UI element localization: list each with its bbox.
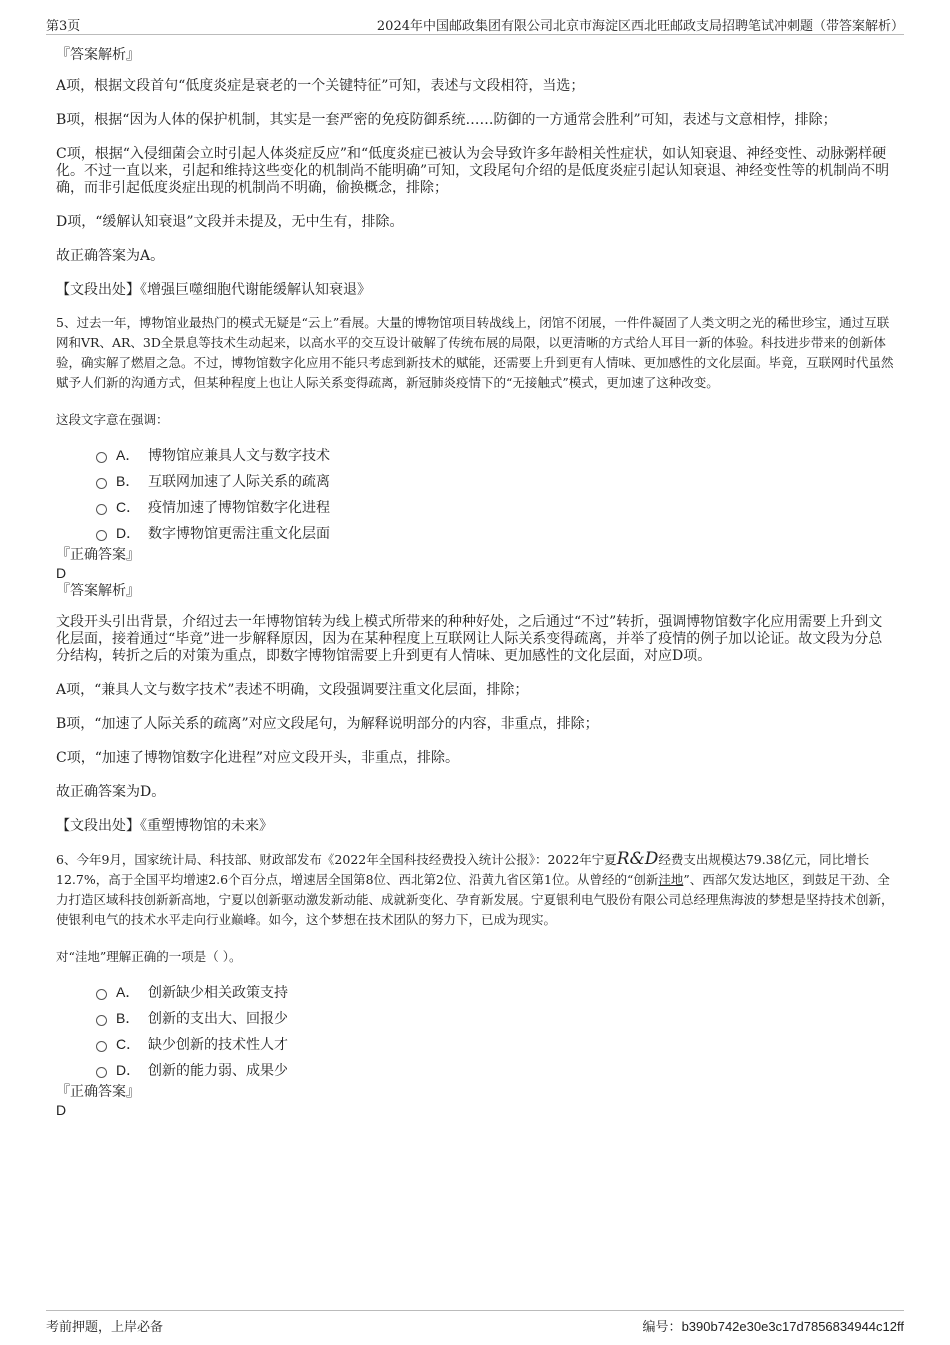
radio-icon[interactable] (96, 1067, 107, 1078)
footer-code-value: b390b742e30e3c17d7856834944c12ff (681, 1319, 904, 1334)
underlined-term: 洼地 (658, 872, 684, 887)
q5-source-title: 《重塑博物馆的未来》 (140, 818, 273, 834)
q5-source (56, 818, 896, 835)
q4-source-title: 《增强巨噬细胞代谢能缓解认知衰退》 (140, 282, 371, 298)
radio-icon[interactable] (96, 989, 107, 1000)
q5-option-a[interactable]: A． 博物馆应兼具人文与数字技术 (96, 442, 896, 468)
q4-analysis-d: D项，“缓解认知衰退”文段并未提及，无中生有，排除。 (56, 214, 404, 230)
q4-analysis-c: C项，根据“入侵细菌会立时引起人体炎症反应”和“低度炎症已被认为会导致许多年龄相关性症状，如认知衰退、神经变性、动脉粥样硬化。不过一直以来，引起和维持这些变化的机制尚不能明确”可知，文段尾句介绍的是低度炎症引起认知衰退、神经变性等的机制尚不明确，而非引起低度炎症出现的机制尚不明确，偷换概念，排除； (56, 146, 890, 196)
q6-answer-label: 『正确答案』 (56, 1084, 140, 1100)
q5-text: 5、过去一年，博物馆业最热门的模式无疑是“云上”看展。大量的博物馆项目转战线上，闭馆不闭展，一件件凝固了人类文明之光的稀世珍宝，通过互联网和VR、AR、3D全景息等技术生动起来，以高水平的交互设计破解了传统布展的局限，以更清晰的方式给人耳目一新的体验。科技进步带来的创新体验，确实解了燃眉之急。不过，博物馆数字化应用不能只考虑到新技术的赋能，还需要上升到更有人情味、更加感性的文化层面。毕竟，互联网时代虽然赋予人们新的沟通方式，但某种程度上也让人际关系变得疏离，新冠肺炎疫情下的“无接触式”模式，更加速了这种改变。 (56, 315, 894, 390)
q6-option-c[interactable]: C． 缺少创新的技术性人才 (96, 1031, 896, 1057)
q5-analysis-a: A项，“兼具人文与数字技术”表述不明确，文段强调要注重文化层面，排除； (56, 682, 529, 698)
q4-analysis-a: A项，根据文段首句“低度炎症是衰老的一个关键特征”可知，表述与文段相符，当选； (56, 78, 585, 94)
q5-analysis-label: 『答案解析』 (56, 583, 140, 599)
q5-conclusion: 故正确答案为D。 (56, 784, 166, 800)
page-number: 第3页 (46, 19, 81, 34)
q5-answer-label: 『正确答案』 (56, 547, 140, 563)
page-footer (46, 1310, 904, 1334)
q5-option-c[interactable]: C． 疫情加速了博物馆数字化进程 (96, 494, 896, 520)
rd-math-symbol: R&D (616, 849, 659, 869)
q6-text: 6、今年9月，国家统计局、科技部、财政部发布《2022年全国科技经费投入统计公报》：2022年宁夏R&D经费支出规模达79.38亿元，同比增长12.7%，高于全国平均增速2.6个百分点，增速居全国第8位、西北第2位、沿黄九省区第1位。从曾经的“创新洼地”、西部欠发达地区，到鼓足干劲、全力打造区域科技创新新高地，宁夏以创新驱动激发新动能、成就新变化、孕育新发展。宁夏银利电气股份有限公司总经理焦海波的梦想是坚持技术创新，使银利电气的技术水平走向行业巅峰。如今，这个梦想在技术团队的努力下，已成为现实。 (56, 849, 894, 927)
radio-icon[interactable] (96, 1041, 107, 1052)
q4-source-label: 【文段出处】 (56, 282, 140, 298)
radio-icon[interactable] (96, 478, 107, 489)
footer-code (643, 1316, 904, 1335)
radio-icon[interactable] (96, 1015, 107, 1026)
q6-option-a[interactable]: A． 创新缺少相关政策支持 (96, 979, 896, 1005)
q6-options (56, 979, 896, 1083)
q5-stem: 这段文字意在强调： (56, 412, 169, 427)
radio-icon[interactable] (96, 530, 107, 541)
page-header (46, 14, 904, 35)
q4-analysis-label: 『答案解析』 (56, 47, 140, 63)
q6-answer: D (56, 1102, 67, 1118)
q5-answer: D (56, 565, 67, 581)
q5-analysis-c: C项，“加速了博物馆数字化进程”对应文段开头，非重点，排除。 (56, 750, 460, 766)
q5-analysis-summary: 文段开头引出背景，介绍过去一年博物馆转为线上模式所带来的种种好处，之后通过“不过”转折，强调博物馆数字化应用需要上升到文化层面，接着通过“毕竟”进一步解释原因，因为在某种程度上互联网让人际关系变得疏离，并举了疫情的例子加以论证。故文段为分总分结构，转折之后的对策为重点，即数字博物馆需要上升到更有人情味、更加感性的文化层面，对应D项。 (56, 614, 883, 664)
footer-code-label: 编号： (642, 1320, 682, 1335)
q5-options (56, 442, 896, 546)
q5-option-d[interactable]: D． 数字博物馆更需注重文化层面 (96, 520, 896, 546)
q5-source-label: 【文段出处】 (56, 818, 140, 834)
q4-source (56, 282, 896, 299)
footer-slogan: 考前押题，上岸必备 (46, 1320, 164, 1335)
radio-icon[interactable] (96, 452, 107, 463)
q4-analysis-b: B项，根据“因为人体的保护机制，其实是一套严密的免疫防御系统……防御的一方通常会胜利”可知，表述与文意相悖，排除； (56, 112, 837, 128)
radio-icon[interactable] (96, 504, 107, 515)
q5-analysis-b: B项，“加速了人际关系的疏离”对应文段尾句，为解释说明部分的内容，非重点，排除； (56, 716, 599, 732)
q6-stem: 对“洼地”理解正确的一项是（ ）。 (56, 949, 242, 964)
page-content (56, 46, 896, 1119)
document-title: 2024年中国邮政集团有限公司北京市海淀区西北旺邮政支局招聘笔试冲刺题（带答案解析） (376, 19, 904, 34)
q6-option-d[interactable]: D． 创新的能力弱、成果少 (96, 1057, 896, 1083)
q6-option-b[interactable]: B． 创新的支出大、回报少 (96, 1005, 896, 1031)
q5-option-b[interactable]: B． 互联网加速了人际关系的疏离 (96, 468, 896, 494)
q4-conclusion: 故正确答案为A。 (56, 248, 165, 264)
